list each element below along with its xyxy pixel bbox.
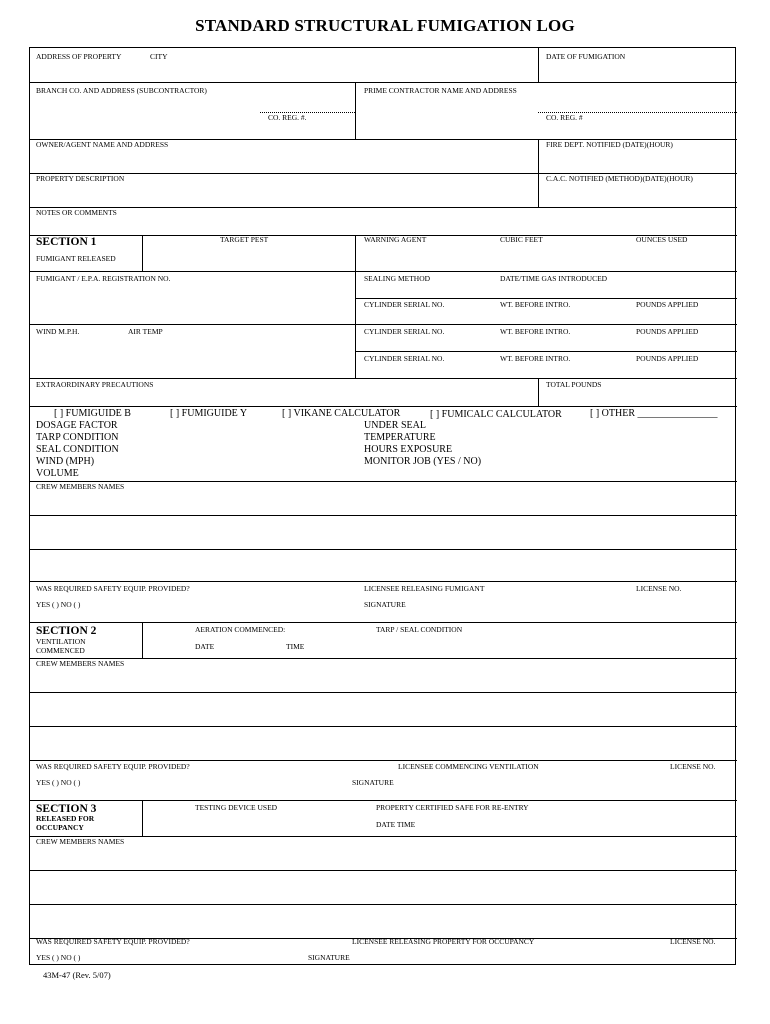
licensee-releasing-property-label: LICENSEE RELEASING PROPERTY FOR OCCUPANCY <box>352 937 535 946</box>
licensee-releasing-label: LICENSEE RELEASING FUMIGANT <box>364 584 485 593</box>
occupancy-label: OCCUPANCY <box>36 823 84 832</box>
prime-contractor-label: PRIME CONTRACTOR NAME AND ADDRESS <box>364 86 517 95</box>
testing-device-label: TESTING DEVICE USED <box>195 803 278 812</box>
vikane-calculator-checkbox[interactable]: [ ] VIKANE CALCULATOR <box>282 408 401 419</box>
section-2-heading: SECTION 2 <box>36 625 97 637</box>
rule <box>30 658 737 659</box>
license-no-label: LICENSE NO. <box>670 762 716 771</box>
volume-label: VOLUME <box>36 468 79 479</box>
rule <box>30 726 737 727</box>
rule <box>355 82 356 139</box>
wt-before-label: WT. BEFORE INTRO. <box>500 327 571 336</box>
cylinder-serial-label: CYLINDER SERIAL NO. <box>364 354 445 363</box>
rule <box>30 324 737 325</box>
rule <box>538 139 539 207</box>
fumigation-log-form <box>29 47 736 965</box>
date-label: DATE <box>195 642 215 651</box>
rule <box>538 378 539 406</box>
crew-members-label: CREW MEMBERS NAMES <box>36 837 125 846</box>
warning-agent-label: WARNING AGENT <box>364 235 427 244</box>
licensee-commencing-label: LICENSEE COMMENCING VENTILATION <box>398 762 539 771</box>
safety-equip-question: WAS REQUIRED SAFETY EQUIP. PROVIDED? <box>36 937 190 946</box>
fumigant-epa-label: FUMIGANT / E.P.A. REGISTRATION NO. <box>36 274 171 283</box>
ventilation-label: VENTILATION <box>36 637 86 646</box>
temperature-label: TEMPERATURE <box>364 432 436 443</box>
signature-label: SIGNATURE <box>364 600 406 609</box>
wt-before-label: WT. BEFORE INTRO. <box>500 300 571 309</box>
date-time-label: DATE TIME <box>376 820 416 829</box>
city-label: CITY <box>150 52 168 61</box>
dosage-factor-label: DOSAGE FACTOR <box>36 420 118 431</box>
license-no-label: LICENSE NO. <box>636 584 682 593</box>
rule <box>30 481 737 482</box>
wind-mph-label: WIND M.P.H. <box>36 327 80 336</box>
owner-agent-label: OWNER/AGENT NAME AND ADDRESS <box>36 140 169 149</box>
address-of-property-label: ADDRESS OF PROPERTY <box>36 52 122 61</box>
form-revision: 43M-47 (Rev. 5/07) <box>43 970 111 980</box>
target-pest-label: TARGET PEST <box>220 235 269 244</box>
co-reg-right-label: CO. REG. # <box>546 113 583 122</box>
air-temp-label: AIR TEMP <box>128 327 163 336</box>
time-label: TIME <box>286 642 305 651</box>
rule <box>30 271 737 272</box>
fumigant-released-label: FUMIGANT RELEASED <box>36 254 116 263</box>
license-no-label: LICENSE NO. <box>670 937 716 946</box>
rule <box>30 836 737 837</box>
form-title: STANDARD STRUCTURAL FUMIGATION LOG <box>195 16 575 35</box>
rule <box>30 406 737 407</box>
branch-label: BRANCH CO. AND ADDRESS (SUBCONTRACTOR) <box>36 86 207 95</box>
rule <box>30 207 737 208</box>
rule <box>30 82 737 83</box>
pounds-applied-label: POUNDS APPLIED <box>636 300 699 309</box>
date-time-gas-label: DATE/TIME GAS INTRODUCED <box>500 274 608 283</box>
pounds-applied-label: POUNDS APPLIED <box>636 354 699 363</box>
date-of-fumigation-label: DATE OF FUMIGATION <box>546 52 626 61</box>
notes-label: NOTES OR COMMENTS <box>36 208 117 217</box>
fumicalc-calculator-checkbox[interactable]: [ ] FUMICALC CALCULATOR <box>430 409 562 420</box>
rule <box>355 235 356 378</box>
property-description-label: PROPERTY DESCRIPTION <box>36 174 125 183</box>
rule <box>30 800 737 801</box>
wt-before-label: WT. BEFORE INTRO. <box>500 354 571 363</box>
rule <box>142 622 143 658</box>
rule <box>30 622 737 623</box>
cylinder-serial-label: CYLINDER SERIAL NO. <box>364 300 445 309</box>
cubic-feet-label: CUBIC FEET <box>500 235 543 244</box>
rule <box>355 351 737 352</box>
sealing-method-label: SEALING METHOD <box>364 274 431 283</box>
rule <box>30 760 737 761</box>
fumiguide-y-checkbox[interactable]: [ ] FUMIGUIDE Y <box>170 408 248 419</box>
yes-no-checkboxes[interactable]: YES ( ) NO ( ) <box>36 953 81 962</box>
rule <box>30 904 737 905</box>
section-1-heading: SECTION 1 <box>36 236 97 248</box>
fire-dept-label: FIRE DEPT. NOTIFIED (DATE)(HOUR) <box>546 140 673 149</box>
released-for-label: RELEASED FOR <box>36 814 95 823</box>
rule <box>142 800 143 836</box>
extraordinary-precautions-label: EXTRAORDINARY PRECAUTIONS <box>36 380 154 389</box>
tarp-seal-condition-label: TARP / SEAL CONDITION <box>376 625 463 634</box>
rule <box>30 515 737 516</box>
crew-members-label: CREW MEMBERS NAMES <box>36 482 125 491</box>
rule <box>30 581 737 582</box>
rule <box>142 235 143 271</box>
yes-no-checkboxes[interactable]: YES ( ) NO ( ) <box>36 600 81 609</box>
rule <box>30 378 737 379</box>
total-pounds-label: TOTAL POUNDS <box>546 380 602 389</box>
monitor-job-label: MONITOR JOB (YES / NO) <box>364 456 482 467</box>
cylinder-serial-label: CYLINDER SERIAL NO. <box>364 327 445 336</box>
aeration-commenced-label: AERATION COMMENCED: <box>195 625 286 634</box>
under-seal-label: UNDER SEAL <box>364 420 426 431</box>
signature-label: SIGNATURE <box>352 778 394 787</box>
hours-exposure-label: HOURS EXPOSURE <box>364 444 453 455</box>
rule <box>30 692 737 693</box>
fumiguide-b-checkbox[interactable]: [ ] FUMIGUIDE B <box>54 408 131 419</box>
seal-condition-label: SEAL CONDITION <box>36 444 119 455</box>
signature-label: SIGNATURE <box>308 953 350 962</box>
rule <box>30 870 737 871</box>
pounds-applied-label: POUNDS APPLIED <box>636 327 699 336</box>
safety-equip-question: WAS REQUIRED SAFETY EQUIP. PROVIDED? <box>36 762 190 771</box>
ounces-used-label: OUNCES USED <box>636 235 688 244</box>
rule <box>538 48 539 82</box>
yes-no-checkboxes[interactable]: YES ( ) NO ( ) <box>36 778 81 787</box>
section-3-heading: SECTION 3 <box>36 803 97 815</box>
co-reg-left-label: CO. REG. #. <box>268 113 307 122</box>
cac-notified-label: C.A.C. NOTIFIED (METHOD)(DATE)(HOUR) <box>546 174 693 183</box>
safety-equip-question: WAS REQUIRED SAFETY EQUIP. PROVIDED? <box>36 584 190 593</box>
wind-label: WIND (MPH) <box>36 456 95 467</box>
rule <box>30 549 737 550</box>
crew-members-label: CREW MEMBERS NAMES <box>36 659 125 668</box>
property-certified-label: PROPERTY CERTIFIED SAFE FOR RE-ENTRY <box>376 803 529 812</box>
rule <box>355 298 737 299</box>
tarp-condition-label: TARP CONDITION <box>36 432 119 443</box>
other-calculator-checkbox[interactable]: [ ] OTHER ________________ <box>590 408 718 419</box>
commenced-label: COMMENCED <box>36 646 85 655</box>
